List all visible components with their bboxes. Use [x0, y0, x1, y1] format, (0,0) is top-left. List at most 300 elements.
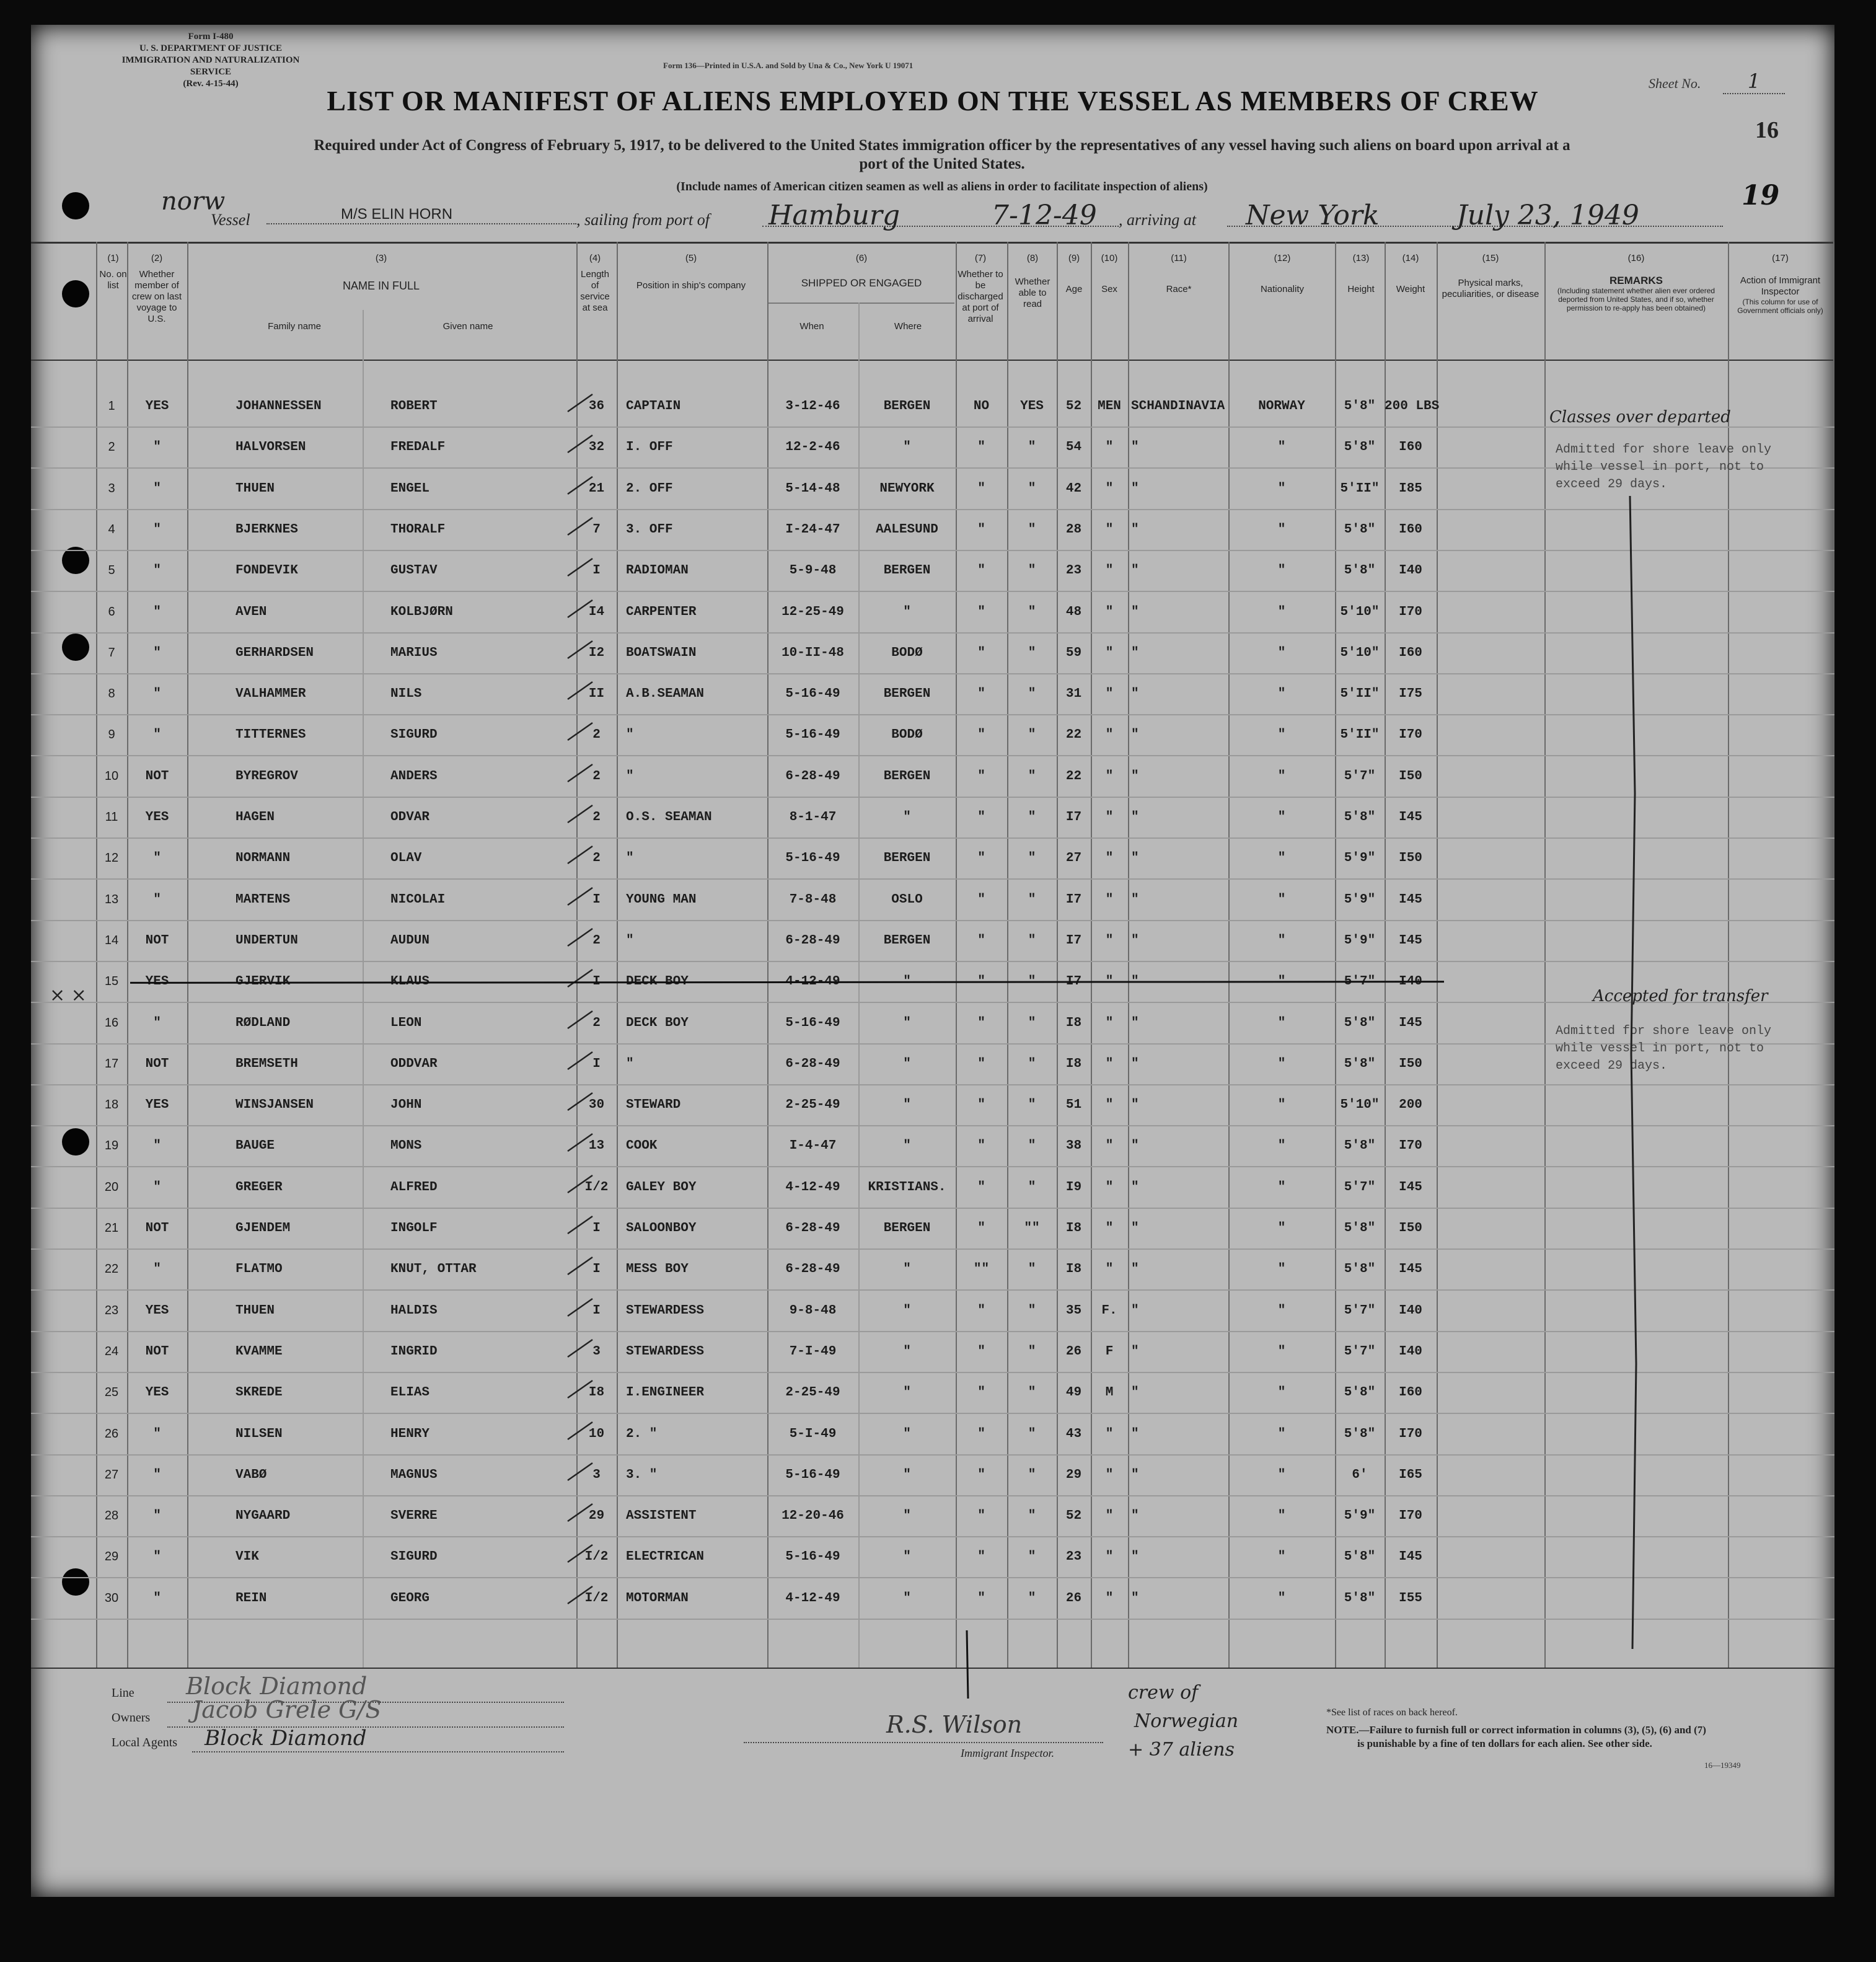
cell-discharged: " [977, 1509, 985, 1524]
cell-weight: I85 [1399, 481, 1422, 496]
cell-weight: I70 [1399, 1426, 1422, 1441]
cell-prev: " [153, 1180, 161, 1195]
col12-label: Nationality [1260, 284, 1305, 294]
cell-weight: I45 [1399, 1262, 1422, 1277]
cell-discharged: "" [973, 1262, 990, 1277]
cell-given: LEON [390, 1015, 422, 1030]
cell-where: " [903, 1426, 911, 1441]
cell-family: UNDERTUN [236, 933, 298, 948]
cell-sex: " [1105, 728, 1114, 743]
cell-given: SVERRE [390, 1509, 438, 1524]
cell-service: I8 [588, 1385, 605, 1400]
cell-service: 13 [588, 1139, 605, 1154]
cell-when: 2-25-49 [785, 1385, 840, 1400]
cell-read: " [1028, 1550, 1036, 1565]
cell-height: 6' [1352, 1467, 1368, 1482]
cell-age: 35 [1065, 1303, 1082, 1318]
service-tick-mark [565, 1459, 596, 1484]
cell-age: 22 [1065, 769, 1082, 784]
cell-sex: MEN [1098, 399, 1121, 413]
cell-where: NEWYORK [879, 481, 935, 496]
cell-service: I [592, 1221, 601, 1235]
cell-service: I [592, 1262, 601, 1277]
cell-height: 5'7" [1344, 1344, 1376, 1359]
col5-label: Position in ship's company [636, 280, 746, 291]
cell-age: 43 [1065, 1426, 1082, 1441]
cell-read: " [1028, 892, 1036, 907]
cell-race: " [1131, 1344, 1139, 1359]
cell-family: BJERKNES [236, 522, 298, 537]
col3-family: Family name [268, 321, 321, 332]
cell-given: MONS [390, 1139, 422, 1154]
cell-position: STEWARD [626, 1098, 681, 1113]
cell-position: 3. OFF [626, 522, 673, 537]
cell-weight: I55 [1399, 1591, 1422, 1606]
cell-family: BAUGE [236, 1139, 275, 1154]
cell-height: 5'8" [1344, 1591, 1376, 1606]
cell-prev: YES [145, 974, 169, 989]
cell-family: GERHARDSEN [236, 645, 314, 660]
cell-position: " [626, 1056, 634, 1071]
cell-height: 5'7" [1344, 1180, 1376, 1195]
cell-given: NICOLAI [390, 892, 446, 907]
col14-number: (14) [1402, 253, 1419, 263]
col1-label: No. on list [99, 269, 127, 291]
cell-prev: " [153, 728, 161, 743]
cell-nationality: " [1277, 851, 1286, 866]
cell-when: 3-12-46 [785, 399, 840, 413]
cell-where: BERGEN [883, 687, 931, 702]
note-text-2: is punishable by a fine of ten dollars for each alien. See other side. [1357, 1738, 1652, 1749]
stamp2-line3: exceed 29 days. [1556, 1059, 1668, 1073]
service-tick-mark [565, 1253, 596, 1278]
cell-weight: I45 [1399, 892, 1422, 907]
service-tick-mark [565, 1007, 596, 1032]
cell-no: 21 [104, 1221, 119, 1235]
stamp2-line2: while vessel in port, not to [1556, 1041, 1764, 1056]
cell-position: O.S. SEAMAN [626, 810, 712, 824]
col17-number: (17) [1772, 253, 1789, 263]
cell-read: " [1028, 1591, 1036, 1606]
cell-given: ELIAS [390, 1385, 430, 1400]
cell-family: TITTERNES [236, 728, 306, 743]
cell-discharged: " [977, 1180, 985, 1195]
cell-where: AALESUND [876, 522, 938, 537]
cell-when: 12-20-46 [782, 1509, 844, 1524]
row-rule [31, 1248, 1834, 1250]
cell-family: FLATMO [236, 1262, 283, 1277]
cell-sex: " [1105, 1550, 1114, 1565]
cell-service: II [588, 687, 605, 702]
cell-prev: " [153, 481, 161, 496]
cell-nationality: " [1277, 604, 1286, 619]
row-rule [31, 755, 1834, 756]
cell-race: " [1131, 1509, 1139, 1524]
cell-prev: NOT [145, 1344, 169, 1359]
cell-race: " [1131, 1098, 1139, 1113]
cell-prev: " [153, 1467, 161, 1482]
cell-weight: 200 [1399, 1098, 1422, 1113]
cell-discharged: " [977, 687, 985, 702]
punch-hole [62, 634, 89, 661]
cell-service: 2 [592, 1015, 601, 1030]
cell-no: 10 [104, 769, 119, 783]
cell-prev: " [153, 1550, 161, 1565]
cell-read: " [1028, 563, 1036, 578]
service-tick-mark [565, 391, 596, 415]
cell-when: 5-14-48 [785, 481, 840, 496]
cell-position: " [626, 728, 634, 743]
cell-nationality: " [1277, 728, 1286, 743]
cell-sex: F. [1101, 1303, 1117, 1318]
cell-prev: NOT [145, 1056, 169, 1071]
cell-race: " [1131, 810, 1139, 824]
cell-age: 22 [1065, 728, 1082, 743]
cell-race: " [1131, 769, 1139, 784]
cell-position: " [626, 933, 634, 948]
row-rule [31, 961, 1834, 962]
cell-weight: I50 [1399, 1221, 1422, 1235]
cell-sex: " [1105, 933, 1114, 948]
cell-prev: " [153, 1015, 161, 1030]
cell-when: 5-16-49 [785, 687, 840, 702]
cell-nationality: " [1277, 892, 1286, 907]
cell-given: MAGNUS [390, 1467, 438, 1482]
cell-no: 11 [105, 810, 118, 824]
sailing-port: Hamburg [768, 200, 901, 231]
cell-discharged: " [977, 1467, 985, 1482]
cell-age: I7 [1065, 974, 1082, 989]
stamp1-line2: while vessel in port, not to [1556, 460, 1764, 474]
cell-given: OLAV [390, 851, 422, 866]
cell-given: MARIUS [390, 645, 438, 660]
cell-nationality: " [1277, 1509, 1286, 1524]
cell-position: " [626, 851, 634, 866]
col10-label: Sex [1101, 284, 1117, 294]
col1-number: (1) [107, 253, 119, 263]
cell-position: MOTORMAN [626, 1591, 689, 1606]
cell-family: GJENDEM [236, 1221, 291, 1235]
punch-hole [62, 1568, 89, 1596]
cell-race: " [1131, 563, 1139, 578]
col6-label: SHIPPED OR ENGAGED [801, 277, 922, 289]
col6-where: Where [894, 321, 922, 332]
cell-family: VABØ [236, 1467, 267, 1482]
col13-label: Height [1347, 284, 1375, 294]
cell-where: " [903, 440, 911, 455]
cell-when: 10-II-48 [782, 645, 844, 660]
cell-height: 5'8" [1344, 1139, 1376, 1154]
cell-given: SIGURD [390, 1550, 438, 1565]
arriving-label: , arriving at [1119, 211, 1196, 229]
cell-service: 2 [592, 769, 601, 784]
cell-height: 5'9" [1344, 1509, 1376, 1524]
cell-position: STEWARDESS [626, 1303, 705, 1318]
cell-service: 3 [592, 1344, 601, 1359]
cell-weight: I50 [1399, 1056, 1422, 1071]
cell-given: GUSTAV [390, 563, 438, 578]
cell-age: 23 [1065, 563, 1082, 578]
row-rule [31, 426, 1834, 428]
cell-no: 16 [104, 1015, 119, 1030]
cell-service: I/2 [584, 1591, 609, 1606]
cell-weight: I40 [1399, 1303, 1422, 1318]
service-tick-mark [565, 1130, 596, 1155]
cell-position: SALOONBOY [626, 1221, 697, 1235]
cell-discharged: " [977, 604, 985, 619]
cell-where: BERGEN [883, 851, 931, 866]
cell-when: 5-16-49 [785, 1550, 840, 1565]
cell-nationality: " [1277, 1180, 1286, 1195]
row-rule [31, 550, 1834, 551]
cell-sex: " [1105, 769, 1114, 784]
cell-race: " [1131, 1303, 1139, 1318]
cell-prev: " [153, 1426, 161, 1441]
cell-discharged: " [977, 933, 985, 948]
cell-race: " [1131, 974, 1139, 989]
cell-no: 25 [104, 1385, 119, 1400]
cell-height: 5'10" [1340, 1098, 1380, 1113]
cell-weight: I50 [1399, 851, 1422, 866]
cell-race: " [1131, 645, 1139, 660]
cell-where: KRISTIANS. [868, 1180, 946, 1195]
cell-read: " [1028, 1262, 1036, 1277]
cell-sex: " [1105, 1426, 1114, 1441]
cell-discharged: " [977, 1015, 985, 1030]
cell-service: 29 [588, 1509, 605, 1524]
cell-discharged: " [977, 522, 985, 537]
cell-discharged: " [977, 481, 985, 496]
service-tick-mark [565, 1048, 596, 1073]
agents-value: Block Diamond [205, 1726, 367, 1751]
cell-given: ROBERT [390, 399, 438, 413]
cell-sex: " [1105, 974, 1114, 989]
arrival-date: July 23, 1949 [1456, 200, 1639, 231]
cell-nationality: " [1277, 1467, 1286, 1482]
cell-family: HAGEN [236, 810, 275, 824]
subtitle [93, 136, 1791, 196]
service-tick-mark [565, 596, 596, 621]
cell-when: 12-25-49 [782, 604, 844, 619]
row-rule [31, 591, 1834, 592]
cell-where: BERGEN [883, 1221, 931, 1235]
row-rule [31, 1084, 1834, 1085]
cell-age: 51 [1065, 1098, 1082, 1113]
row-rule [31, 1495, 1834, 1496]
cell-weight: I60 [1399, 645, 1422, 660]
cell-weight: I70 [1399, 1139, 1422, 1154]
cell-prev: " [153, 892, 161, 907]
row-rule [31, 509, 1834, 510]
cell-sex: " [1105, 1509, 1114, 1524]
cell-height: 5'9" [1344, 851, 1376, 866]
col3-label: NAME IN FULL [342, 280, 420, 292]
punch-hole [62, 280, 89, 307]
col2-number: (2) [151, 253, 163, 263]
cell-family: REIN [236, 1591, 267, 1606]
cell-family: HALVORSEN [236, 440, 306, 455]
cell-nationality: " [1277, 563, 1286, 578]
cell-where: " [903, 974, 911, 989]
cell-sex: " [1105, 851, 1114, 866]
sheet-number: 1 [1723, 69, 1785, 94]
cell-read: " [1028, 481, 1036, 496]
cell-prev: YES [145, 810, 169, 824]
cell-position: 3. " [626, 1467, 658, 1482]
cell-where: OSLO [891, 892, 923, 907]
cell-race: " [1131, 604, 1139, 619]
cell-when: 5-16-49 [785, 728, 840, 743]
row-rule [31, 1331, 1834, 1332]
cell-where: " [903, 1591, 911, 1606]
cell-given: HENRY [390, 1426, 430, 1441]
cell-given: ODVAR [390, 810, 430, 824]
owners-value: Jacob Grele G/S [192, 1696, 382, 1723]
col11-number: (11) [1171, 253, 1187, 263]
cell-race: " [1131, 1056, 1139, 1071]
cell-read: " [1028, 522, 1036, 537]
cell-read: " [1028, 974, 1036, 989]
cell-read: " [1028, 769, 1036, 784]
cell-service: 30 [588, 1098, 605, 1113]
cell-position: " [626, 769, 634, 784]
cell-height: 5'8" [1344, 1426, 1376, 1441]
service-tick-mark [565, 1172, 596, 1196]
cell-no: 14 [104, 933, 119, 947]
manifest-sheet [31, 25, 1834, 1897]
cell-age: 54 [1065, 440, 1082, 455]
cell-discharged: " [977, 440, 985, 455]
cell-when: 7-8-48 [789, 892, 837, 907]
col6-number: (6) [855, 253, 868, 263]
cell-age: 42 [1065, 481, 1082, 496]
cell-when: 12-2-46 [785, 440, 840, 455]
cell-prev: NOT [145, 769, 169, 784]
cell-height: 5'8" [1344, 810, 1376, 824]
cell-height: 5'8" [1344, 1221, 1376, 1235]
cell-service: 10 [588, 1426, 605, 1441]
cell-sex: " [1105, 1015, 1114, 1030]
cell-no: 20 [104, 1180, 119, 1194]
cell-when: 6-28-49 [785, 933, 840, 948]
cell-service: 2 [592, 728, 601, 743]
cell-where: " [903, 1015, 911, 1030]
cell-race: " [1131, 728, 1139, 743]
cell-where: BERGEN [883, 933, 931, 948]
cell-when: 5-16-49 [785, 851, 840, 866]
cell-read: "" [1024, 1221, 1040, 1235]
service-tick-mark [565, 1089, 596, 1114]
cell-position: 2. OFF [626, 481, 673, 496]
sheet-label: Sheet No. [1649, 76, 1701, 91]
row-rule [31, 1454, 1834, 1456]
col3-given: Given name [443, 321, 493, 332]
cell-read: " [1028, 1180, 1036, 1195]
table-top-border [31, 242, 1834, 244]
cell-sex: " [1105, 810, 1114, 824]
cell-race: " [1131, 522, 1139, 537]
cell-when: 4-12-49 [785, 1180, 840, 1195]
cell-height: 5'8" [1344, 522, 1376, 537]
cell-read: " [1028, 1467, 1036, 1482]
service-tick-mark [565, 1336, 596, 1361]
cell-family: GJERVIK [236, 974, 291, 989]
cell-read: " [1028, 728, 1036, 743]
revision: (Rev. 4-15-44) [183, 79, 239, 89]
row-rule [31, 1208, 1834, 1209]
cell-where: " [903, 1509, 911, 1524]
cell-age: I7 [1065, 892, 1082, 907]
cell-where: " [903, 810, 911, 824]
cell-prev: " [153, 1509, 161, 1524]
cell-race: " [1131, 1550, 1139, 1565]
cell-sex: F [1105, 1344, 1114, 1359]
cell-when: 2-25-49 [785, 1098, 840, 1113]
cell-given: ANDERS [390, 769, 438, 784]
cell-nationality: " [1277, 687, 1286, 702]
cell-service: I [592, 892, 601, 907]
cell-weight: I75 [1399, 687, 1422, 702]
cell-weight: I45 [1399, 1015, 1422, 1030]
cell-age: I8 [1065, 1262, 1082, 1277]
cell-service: 3 [592, 1467, 601, 1482]
cell-weight: I70 [1399, 604, 1422, 619]
cell-no: 24 [104, 1344, 119, 1358]
row-rule [31, 920, 1834, 921]
cell-where: " [903, 1550, 911, 1565]
cell-read: " [1028, 1509, 1036, 1524]
cell-position: CARPENTER [626, 604, 697, 619]
line-value: Block Diamond [186, 1673, 368, 1700]
cell-discharged: " [977, 1056, 985, 1071]
cell-prev: " [153, 604, 161, 619]
cell-no: 22 [104, 1262, 119, 1276]
cell-where: " [903, 1303, 911, 1318]
cell-weight: I40 [1399, 1344, 1422, 1359]
cell-read: " [1028, 810, 1036, 824]
col11-label: Race* [1166, 284, 1192, 294]
cell-read: " [1028, 1139, 1036, 1154]
cell-family: SKREDE [236, 1385, 283, 1400]
cell-no: 19 [104, 1139, 119, 1153]
cell-nationality: " [1277, 522, 1286, 537]
cell-race: " [1131, 481, 1139, 496]
cell-when: 4-12-49 [785, 1591, 840, 1606]
cell-race: " [1131, 1139, 1139, 1154]
cell-prev: YES [145, 1385, 169, 1400]
cell-where: BERGEN [883, 769, 931, 784]
col16-sub: (Including statement whether alien ever ordered deported from United States, and if so, whether permission to re-apply has been obtained) [1557, 286, 1715, 312]
cell-race: " [1131, 440, 1139, 455]
col2-label: Whether member of crew on last voyage to U.S. [131, 269, 182, 324]
cell-age: 27 [1065, 851, 1082, 866]
cell-when: 5-16-49 [785, 1015, 840, 1030]
inspector-signature: R.S. Wilson [886, 1711, 1023, 1738]
cell-no: 13 [104, 892, 119, 906]
cell-position: STEWARDESS [626, 1344, 705, 1359]
cell-position: ASSISTENT [626, 1509, 697, 1524]
cell-nationality: " [1277, 769, 1286, 784]
col7-number: (7) [974, 253, 987, 263]
cell-discharged: " [977, 1098, 985, 1113]
cell-where: " [903, 1098, 911, 1113]
line-label: Line [112, 1686, 134, 1700]
cell-family: BREMSETH [236, 1056, 298, 1071]
cell-sex: " [1105, 1262, 1114, 1277]
cell-race: " [1131, 892, 1139, 907]
cell-prev: " [153, 687, 161, 702]
cell-height: 5'10" [1340, 604, 1380, 619]
